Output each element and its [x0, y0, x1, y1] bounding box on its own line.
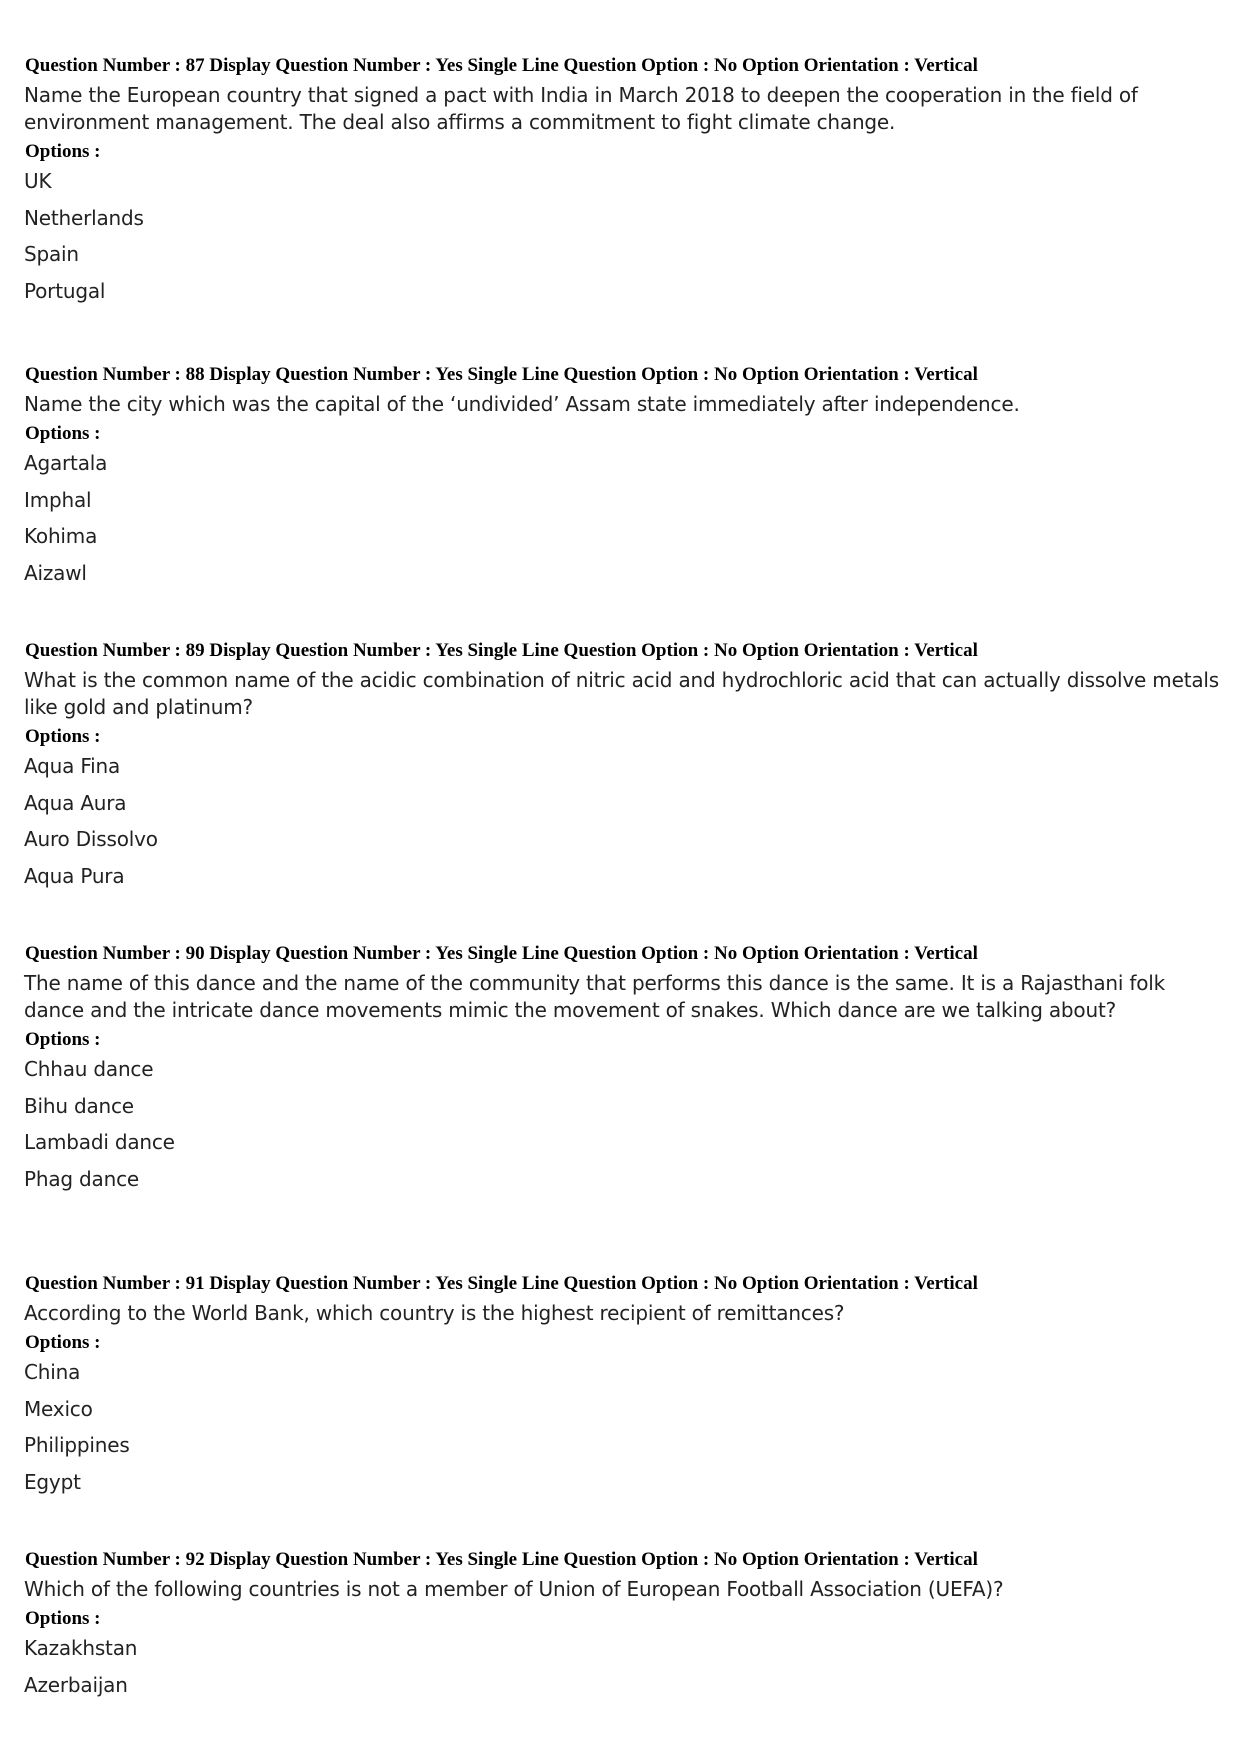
option-item[interactable]: Egypt: [24, 1469, 81, 1494]
options-list: [24, 1635, 1224, 1708]
options-label: Options :: [25, 726, 101, 747]
question-block: [24, 639, 1224, 899]
question-block: [24, 1272, 1224, 1505]
question-text: Name the city which was the capital of the ‘undivided’ Assam state immediately after independence.: [24, 392, 1020, 416]
options-label: Options :: [25, 1029, 101, 1050]
option-item[interactable]: Mexico: [24, 1396, 93, 1421]
option-item[interactable]: Kazakhstan: [24, 1636, 138, 1660]
option-item[interactable]: Auro Dissolvo: [24, 827, 158, 851]
option-item[interactable]: Imphal: [24, 487, 92, 512]
question-block: [24, 942, 1224, 1202]
option-item[interactable]: Chhau dance: [24, 1057, 154, 1081]
question-header: Question Number : 89 Display Question Number : Yes Single Line Question Option : No Option Orientation : Vertical: [25, 640, 978, 661]
question-header: Question Number : 90 Display Question Number : Yes Single Line Question Option : No Option Orientation : Vertical: [25, 943, 978, 964]
question-header: Question Number : 88 Display Question Number : Yes Single Line Question Option : No Option Orientation : Vertical: [25, 364, 978, 385]
option-item[interactable]: Spain: [24, 242, 79, 266]
options-list: [24, 753, 1224, 899]
question-text: According to the World Bank, which country is the highest recipient of remittances?: [24, 1301, 845, 1325]
question-header: Question Number : 91 Display Question Number : Yes Single Line Question Option : No Option Orientation : Vertical: [25, 1273, 978, 1294]
option-item[interactable]: Kohima: [24, 524, 98, 548]
option-item[interactable]: Lambadi dance: [24, 1130, 175, 1154]
question-header: Question Number : 87 Display Question Number : Yes Single Line Question Option : No Option Orientation : Vertical: [25, 55, 978, 76]
options-list: [24, 168, 1224, 314]
option-item[interactable]: Netherlands: [24, 205, 144, 230]
option-item[interactable]: Aqua Pura: [24, 863, 125, 888]
options-label: Options :: [25, 423, 101, 444]
option-item[interactable]: Agartala: [24, 451, 108, 475]
option-item[interactable]: Azerbaijan: [24, 1672, 128, 1697]
question-block: [24, 54, 1224, 314]
options-list: [24, 1359, 1224, 1505]
option-item[interactable]: Aqua Aura: [24, 790, 127, 815]
question-block: [24, 1548, 1224, 1708]
option-item[interactable]: Phag dance: [24, 1166, 139, 1191]
option-item[interactable]: Bihu dance: [24, 1093, 134, 1118]
options-label: Options :: [25, 1332, 101, 1353]
option-item[interactable]: China: [24, 1360, 81, 1384]
option-item[interactable]: Portugal: [24, 278, 106, 303]
question-block: [24, 363, 1224, 596]
option-item[interactable]: Aqua Fina: [24, 754, 121, 778]
options-label: Options :: [25, 1608, 101, 1629]
question-text: Name the European country that signed a pact with India in March 2018 to deepen the cooperation in the field of environment management. The deal also affirms a commitment to fight climate change.: [24, 83, 1138, 134]
options-list: [24, 450, 1224, 596]
question-text: The name of this dance and the name of the community that performs this dance is the same. It is a Rajasthani folk dance and the intricate dance movements mimic the movement of snakes. Which dance are we talking about?: [24, 971, 1165, 1022]
options-list: [24, 1056, 1224, 1202]
question-text: Which of the following countries is not a member of Union of European Football Association (UEFA)?: [24, 1577, 1004, 1601]
option-item[interactable]: Philippines: [24, 1433, 130, 1457]
option-item[interactable]: UK: [24, 169, 52, 193]
question-text: What is the common name of the acidic combination of nitric acid and hydrochloric acid that can actually dissolve metals like gold and platinum?: [24, 668, 1219, 719]
options-label: Options :: [25, 141, 101, 162]
question-header: Question Number : 92 Display Question Number : Yes Single Line Question Option : No Option Orientation : Vertical: [25, 1549, 978, 1570]
option-item[interactable]: Aizawl: [24, 560, 87, 585]
